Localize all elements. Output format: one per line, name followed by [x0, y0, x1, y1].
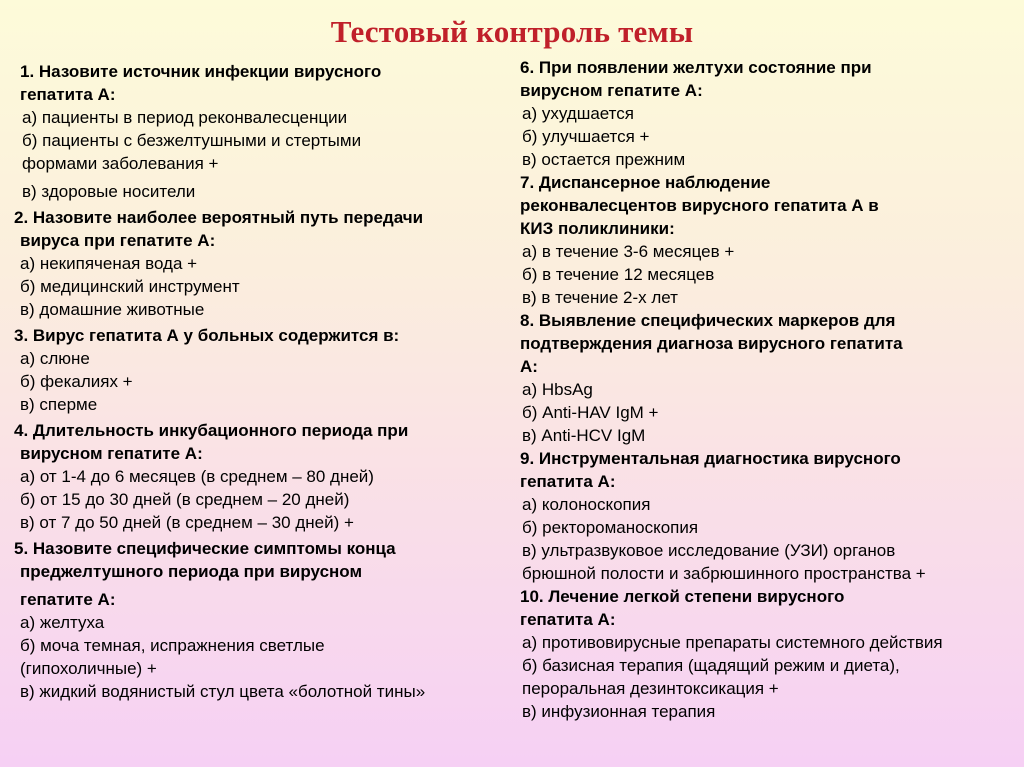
answer-option: б) пациенты с безжелтушными и стертыми: [22, 131, 362, 150]
answer-option: брюшной полости и забрюшинного пространства +: [522, 564, 926, 583]
question-title-line: 4. Длительность инкубационного периода при: [14, 421, 409, 440]
question-5: [14, 537, 508, 703]
question-title-line: 6. При появлении желтухи состояние при: [520, 58, 872, 77]
answer-option: формами заболевания +: [22, 154, 219, 173]
question-10: [520, 585, 1020, 723]
answer-option: в) домашние животные: [20, 300, 205, 319]
question-title-line: А:: [520, 357, 538, 376]
question-6: [520, 56, 1020, 171]
answer-option: а) пациенты в период реконвалесценции: [22, 108, 348, 127]
left-column: [14, 60, 508, 703]
answer-option: в) Anti-HCV IgM: [522, 426, 646, 445]
answer-option: б) улучшается +: [522, 127, 650, 146]
question-title-line: реконвалесцентов вирусного гепатита А в: [520, 196, 879, 215]
answer-option: а) в течение 3-6 месяцев +: [522, 242, 735, 261]
answer-option: б) ректороманоскопия: [522, 518, 699, 537]
answer-option: в) ультразвуковое исследование (УЗИ) органов: [522, 541, 896, 560]
question-title-line: 9. Инструментальная диагностика вирусного: [520, 449, 901, 468]
answer-option: а) колоноскопия: [522, 495, 651, 514]
question-title-line: преджелтушного периода при вирусном: [20, 562, 363, 581]
answer-option: б) фекалиях +: [20, 372, 133, 391]
answer-option: а) слюне: [20, 349, 90, 368]
question-title-line: гепатита А:: [520, 472, 616, 491]
answer-option: б) от 15 до 30 дней (в среднем – 20 дней): [20, 490, 350, 509]
answer-option: (гипохоличные) +: [20, 659, 157, 678]
question-title-line: 2. Назовите наиболее вероятный путь передачи: [14, 208, 424, 227]
question-1: [14, 60, 508, 203]
question-title-line: подтверждения диагноза вирусного гепатита: [520, 334, 903, 353]
answer-option: в) инфузионная терапия: [522, 702, 716, 721]
question-title-line: гепатита А:: [20, 85, 116, 104]
question-title-line: 7. Диспансерное наблюдение: [520, 173, 771, 192]
question-2: [14, 206, 508, 321]
question-title-line: 10. Лечение легкой степени вирусного: [520, 587, 845, 606]
question-8: [520, 309, 1020, 447]
answer-option: а) противовирусные препараты системного действия: [522, 633, 943, 652]
question-title-line: 8. Выявление специфических маркеров для: [520, 311, 896, 330]
answer-option: в) здоровые носители: [22, 182, 196, 201]
question-9: [520, 447, 1020, 585]
answer-option: а) HbsAg: [522, 380, 593, 399]
page-title: Тестовый контроль темы: [330, 14, 694, 49]
question-title-line: гепатите А:: [20, 590, 116, 609]
question-4: [14, 419, 508, 534]
question-title-line: вирусном гепатите А:: [520, 81, 703, 100]
answer-option: б) медицинский инструмент: [20, 277, 240, 296]
answer-option: в) жидкий водянистый стул цвета «болотной тины»: [20, 682, 426, 701]
question-title-line: вируса при гепатите А:: [20, 231, 216, 250]
answer-option: б) моча темная, испражнения светлые: [20, 636, 325, 655]
answer-option: в) в течение 2-х лет: [522, 288, 678, 307]
answer-option: а) от 1-4 до 6 месяцев (в среднем – 80 дней): [20, 467, 374, 486]
question-title-line: гепатита А:: [520, 610, 616, 629]
answer-option: в) от 7 до 50 дней (в среднем – 30 дней) +: [20, 513, 354, 532]
answer-option: в) сперме: [20, 395, 98, 414]
question-7: [520, 171, 1020, 309]
question-3: [14, 324, 508, 416]
answer-option: а) желтуха: [20, 613, 105, 632]
question-title-line: вирусном гепатите А:: [20, 444, 203, 463]
answer-option: б) Anti-HAV IgM +: [522, 403, 659, 422]
answer-option: а) ухудшается: [522, 104, 634, 123]
question-title-line: КИЗ поликлиники:: [520, 219, 675, 238]
question-title-line: 1. Назовите источник инфекции вирусного: [20, 62, 382, 81]
answer-option: а) некипяченая вода +: [20, 254, 198, 273]
answer-option: б) в течение 12 месяцев: [522, 265, 715, 284]
question-title-line: 5. Назовите специфические симптомы конца: [14, 539, 396, 558]
answer-option: б) базисная терапия (щадящий режим и диета),: [522, 656, 900, 675]
answer-option: в) остается прежним: [522, 150, 686, 169]
right-column: [520, 56, 1020, 723]
question-title-line: 3. Вирус гепатита А у больных содержится в:: [14, 326, 400, 345]
answer-option: пероральная дезинтоксикация +: [522, 679, 779, 698]
